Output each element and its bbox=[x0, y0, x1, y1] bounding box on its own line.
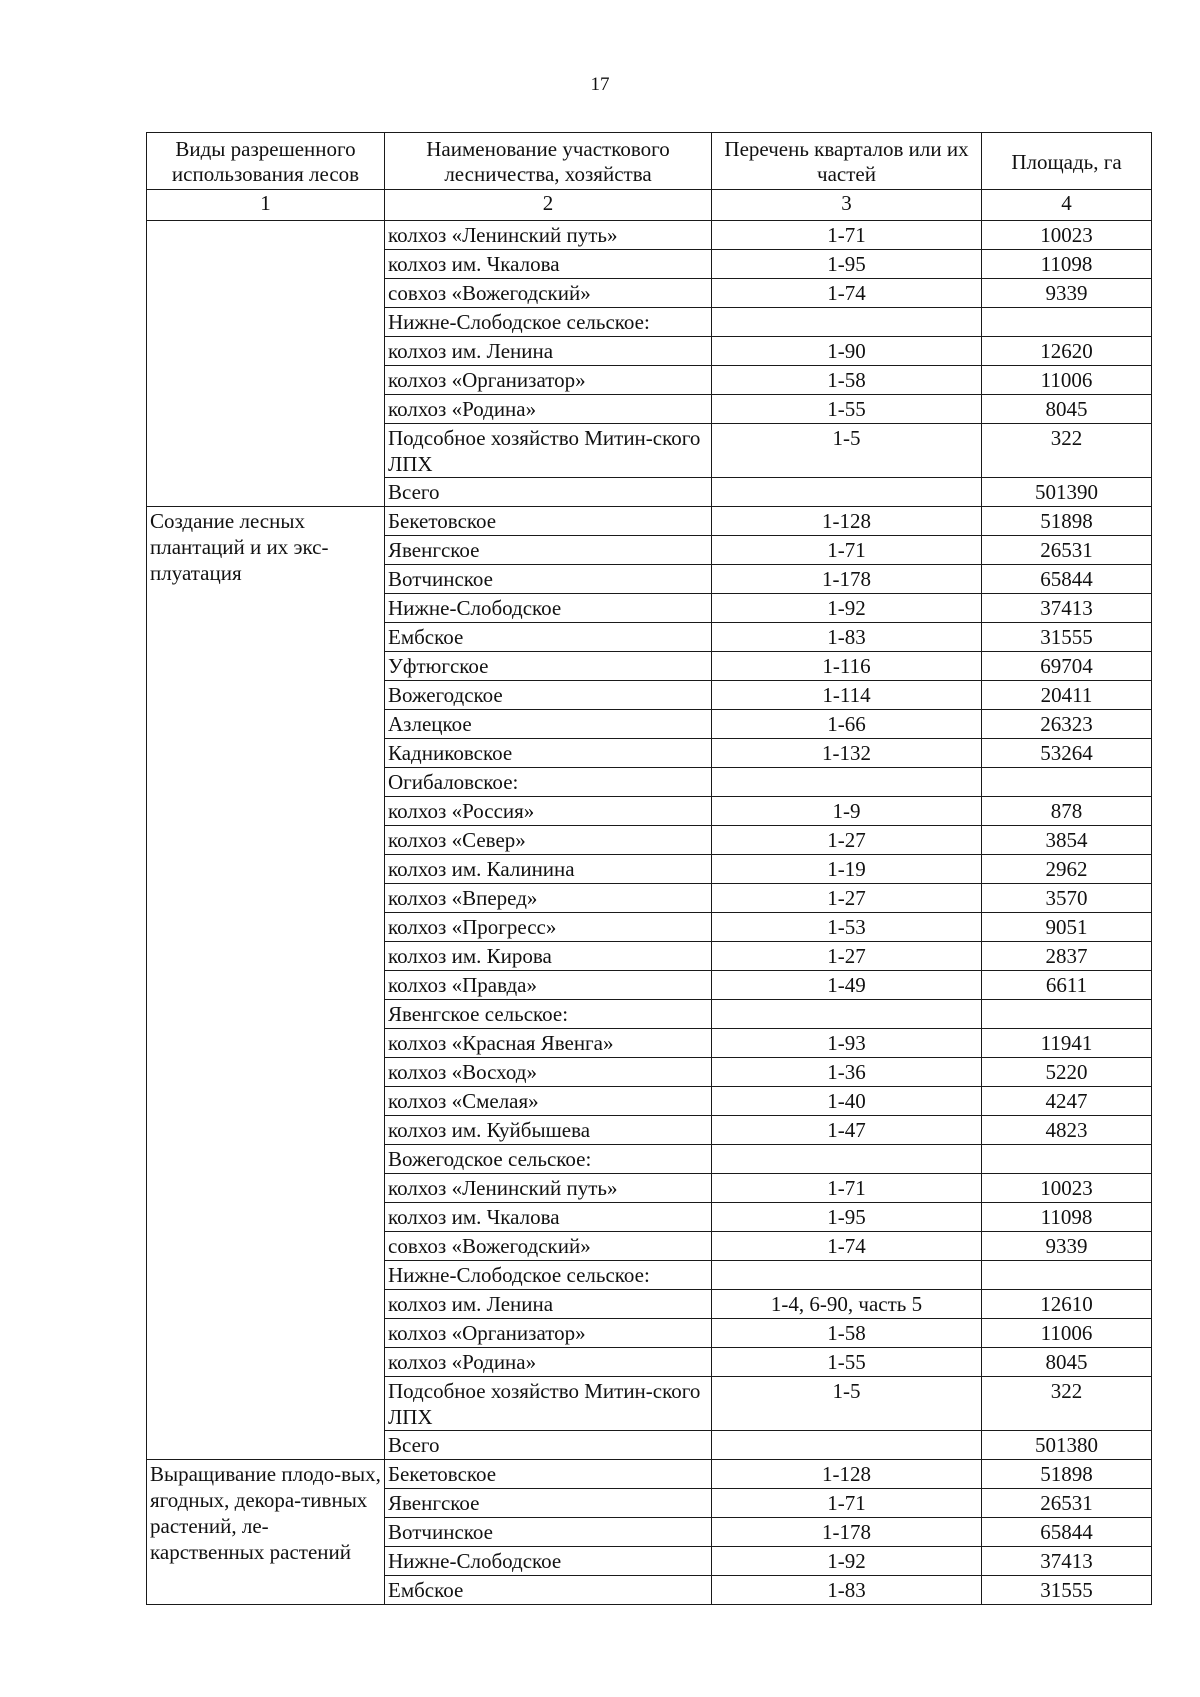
column-number: 1 bbox=[147, 190, 385, 221]
forestry-name-cell: колхоз «Организатор» bbox=[385, 1319, 712, 1348]
area-cell: 4823 bbox=[982, 1116, 1152, 1145]
forestry-name-cell: колхоз «Организатор» bbox=[385, 366, 712, 395]
quarters-cell: 1-40 bbox=[712, 1087, 982, 1116]
forestry-name-cell: Бекетовское bbox=[385, 507, 712, 536]
quarters-cell: 1-58 bbox=[712, 366, 982, 395]
table-body bbox=[147, 221, 1152, 1605]
area-cell: 6611 bbox=[982, 971, 1152, 1000]
area-cell: 69704 bbox=[982, 652, 1152, 681]
quarters-cell: 1-53 bbox=[712, 913, 982, 942]
quarters-cell: 1-95 bbox=[712, 250, 982, 279]
quarters-cell: 1-58 bbox=[712, 1319, 982, 1348]
quarters-cell: 1-178 bbox=[712, 1518, 982, 1547]
quarters-cell: 1-49 bbox=[712, 971, 982, 1000]
quarters-cell: 1-27 bbox=[712, 826, 982, 855]
quarters-cell: 1-178 bbox=[712, 565, 982, 594]
quarters-cell: 1-5 bbox=[712, 1377, 982, 1431]
forestry-name-cell: колхоз им. Калинина bbox=[385, 855, 712, 884]
area-cell bbox=[982, 1261, 1152, 1290]
area-cell: 501380 bbox=[982, 1431, 1152, 1460]
header-usage-type: Виды разрешенного использования лесов bbox=[147, 133, 385, 190]
forestry-name-cell: колхоз «Вперед» bbox=[385, 884, 712, 913]
quarters-cell bbox=[712, 1000, 982, 1029]
area-cell: 26323 bbox=[982, 710, 1152, 739]
quarters-cell: 1-66 bbox=[712, 710, 982, 739]
forestry-name-cell: Уфтюгское bbox=[385, 652, 712, 681]
quarters-cell: 1-83 bbox=[712, 623, 982, 652]
area-cell: 26531 bbox=[982, 536, 1152, 565]
table-row bbox=[147, 221, 1152, 250]
forestry-name-cell: Нижне-Слободское bbox=[385, 594, 712, 623]
forestry-name-cell: совхоз «Вожегодский» bbox=[385, 1232, 712, 1261]
quarters-cell: 1-132 bbox=[712, 739, 982, 768]
forestry-name-cell: колхоз им. Чкалова bbox=[385, 250, 712, 279]
forestry-name-cell: колхоз «Север» bbox=[385, 826, 712, 855]
forestry-name-cell: колхоз им. Чкалова bbox=[385, 1203, 712, 1232]
quarters-cell: 1-71 bbox=[712, 536, 982, 565]
area-cell: 53264 bbox=[982, 739, 1152, 768]
header-forestry-name: Наименование участкового лесничества, хозяйства bbox=[385, 133, 712, 190]
forestry-name-cell: Явенгское bbox=[385, 536, 712, 565]
area-cell: 20411 bbox=[982, 681, 1152, 710]
forestry-name-cell: Азлецкое bbox=[385, 710, 712, 739]
forestry-name-cell: Вожегодское сельское: bbox=[385, 1145, 712, 1174]
forestry-name-cell: Ембское bbox=[385, 1576, 712, 1605]
area-cell: 26531 bbox=[982, 1489, 1152, 1518]
area-cell: 8045 bbox=[982, 395, 1152, 424]
forestry-name-cell: Всего bbox=[385, 1431, 712, 1460]
forestry-name-cell: Бекетовское bbox=[385, 1460, 712, 1489]
forestry-name-cell: Нижне-Слободское сельское: bbox=[385, 308, 712, 337]
quarters-cell: 1-27 bbox=[712, 884, 982, 913]
area-cell: 31555 bbox=[982, 623, 1152, 652]
area-cell: 878 bbox=[982, 797, 1152, 826]
area-cell: 2962 bbox=[982, 855, 1152, 884]
quarters-cell: 1-92 bbox=[712, 1547, 982, 1576]
quarters-cell: 1-55 bbox=[712, 1348, 982, 1377]
quarters-cell: 1-74 bbox=[712, 1232, 982, 1261]
quarters-cell: 1-128 bbox=[712, 507, 982, 536]
area-cell: 37413 bbox=[982, 594, 1152, 623]
usage-type-cell bbox=[147, 221, 385, 507]
quarters-cell bbox=[712, 308, 982, 337]
forestry-name-cell: Огибаловское: bbox=[385, 768, 712, 797]
quarters-cell: 1-5 bbox=[712, 424, 982, 478]
quarters-cell: 1-36 bbox=[712, 1058, 982, 1087]
area-cell: 5220 bbox=[982, 1058, 1152, 1087]
quarters-cell: 1-47 bbox=[712, 1116, 982, 1145]
quarters-cell: 1-74 bbox=[712, 279, 982, 308]
area-cell: 10023 bbox=[982, 221, 1152, 250]
forestry-name-cell: колхоз «Ленинский путь» bbox=[385, 1174, 712, 1203]
forestry-name-cell: колхоз «Правда» bbox=[385, 971, 712, 1000]
forestry-name-cell: Вотчинское bbox=[385, 565, 712, 594]
area-cell: 31555 bbox=[982, 1576, 1152, 1605]
forestry-name-cell: Вотчинское bbox=[385, 1518, 712, 1547]
forestry-name-cell: Подсобное хозяйство Митин-ского ЛПХ bbox=[385, 424, 712, 478]
area-cell: 11098 bbox=[982, 250, 1152, 279]
quarters-cell: 1-128 bbox=[712, 1460, 982, 1489]
area-cell: 9339 bbox=[982, 1232, 1152, 1261]
forestry-name-cell: колхоз им. Ленина bbox=[385, 337, 712, 366]
page-number: 17 bbox=[590, 74, 610, 95]
forestry-name-cell: колхоз «Красная Явенга» bbox=[385, 1029, 712, 1058]
forestry-name-cell: Явенгское bbox=[385, 1489, 712, 1518]
forestry-name-cell: Подсобное хозяйство Митин-ского ЛПХ bbox=[385, 1377, 712, 1431]
quarters-cell: 1-83 bbox=[712, 1576, 982, 1605]
forest-use-table bbox=[146, 132, 1152, 1605]
forestry-name-cell: колхоз им. Ленина bbox=[385, 1290, 712, 1319]
header-quarters-list: Перечень кварталов или их частей bbox=[712, 133, 982, 190]
area-cell: 3854 bbox=[982, 826, 1152, 855]
area-cell: 65844 bbox=[982, 565, 1152, 594]
quarters-cell: 1-19 bbox=[712, 855, 982, 884]
forestry-name-cell: Нижне-Слободское сельское: bbox=[385, 1261, 712, 1290]
area-cell: 8045 bbox=[982, 1348, 1152, 1377]
area-cell: 11006 bbox=[982, 366, 1152, 395]
quarters-cell: 1-27 bbox=[712, 942, 982, 971]
quarters-cell: 1-71 bbox=[712, 1174, 982, 1203]
quarters-cell: 1-4, 6-90, часть 5 bbox=[712, 1290, 982, 1319]
area-cell bbox=[982, 1000, 1152, 1029]
forestry-name-cell: колхоз «Прогресс» bbox=[385, 913, 712, 942]
column-number-row bbox=[147, 190, 1152, 221]
area-cell: 501390 bbox=[982, 478, 1152, 507]
forestry-name-cell: Всего bbox=[385, 478, 712, 507]
forestry-name-cell: колхоз «Родина» bbox=[385, 395, 712, 424]
forestry-name-cell: совхоз «Вожегодский» bbox=[385, 279, 712, 308]
forestry-name-cell: колхоз им. Куйбышева bbox=[385, 1116, 712, 1145]
quarters-cell bbox=[712, 1261, 982, 1290]
area-cell: 2837 bbox=[982, 942, 1152, 971]
quarters-cell bbox=[712, 1431, 982, 1460]
quarters-cell: 1-55 bbox=[712, 395, 982, 424]
forestry-name-cell: Вожегодское bbox=[385, 681, 712, 710]
quarters-cell: 1-9 bbox=[712, 797, 982, 826]
quarters-cell bbox=[712, 1145, 982, 1174]
column-number: 3 bbox=[712, 190, 982, 221]
forestry-name-cell: Нижне-Слободское bbox=[385, 1547, 712, 1576]
area-cell: 51898 bbox=[982, 1460, 1152, 1489]
area-cell: 11006 bbox=[982, 1319, 1152, 1348]
quarters-cell bbox=[712, 768, 982, 797]
usage-type-cell: Создание лесных плантаций и их экс-плуатация bbox=[147, 507, 385, 1460]
table-row bbox=[147, 507, 1152, 536]
forestry-name-cell: колхоз «Ленинский путь» bbox=[385, 221, 712, 250]
forestry-name-cell: колхоз им. Кирова bbox=[385, 942, 712, 971]
area-cell bbox=[982, 1145, 1152, 1174]
header-area: Площадь, га bbox=[982, 133, 1152, 190]
quarters-cell: 1-95 bbox=[712, 1203, 982, 1232]
quarters-cell: 1-92 bbox=[712, 594, 982, 623]
column-number: 4 bbox=[982, 190, 1152, 221]
forestry-name-cell: колхоз «Смелая» bbox=[385, 1087, 712, 1116]
quarters-cell: 1-116 bbox=[712, 652, 982, 681]
quarters-cell: 1-71 bbox=[712, 1489, 982, 1518]
forestry-name-cell: колхоз «Восход» bbox=[385, 1058, 712, 1087]
area-cell: 322 bbox=[982, 424, 1152, 478]
area-cell: 9339 bbox=[982, 279, 1152, 308]
forestry-name-cell: Кадниковское bbox=[385, 739, 712, 768]
area-cell: 10023 bbox=[982, 1174, 1152, 1203]
area-cell: 37413 bbox=[982, 1547, 1152, 1576]
quarters-cell: 1-93 bbox=[712, 1029, 982, 1058]
area-cell: 12620 bbox=[982, 337, 1152, 366]
header-row bbox=[147, 133, 1152, 190]
area-cell: 3570 bbox=[982, 884, 1152, 913]
forestry-name-cell: Ембское bbox=[385, 623, 712, 652]
area-cell: 51898 bbox=[982, 507, 1152, 536]
area-cell: 12610 bbox=[982, 1290, 1152, 1319]
quarters-cell: 1-90 bbox=[712, 337, 982, 366]
table-row bbox=[147, 1460, 1152, 1489]
usage-type-cell: Выращивание плодо-вых, ягодных, декора-тивных растений, ле-карственных растений bbox=[147, 1460, 385, 1605]
forestry-name-cell: колхоз «Россия» bbox=[385, 797, 712, 826]
quarters-cell: 1-71 bbox=[712, 221, 982, 250]
column-number: 2 bbox=[385, 190, 712, 221]
area-cell: 4247 bbox=[982, 1087, 1152, 1116]
area-cell: 322 bbox=[982, 1377, 1152, 1431]
quarters-cell bbox=[712, 478, 982, 507]
area-cell: 65844 bbox=[982, 1518, 1152, 1547]
area-cell bbox=[982, 308, 1152, 337]
area-cell bbox=[982, 768, 1152, 797]
forestry-name-cell: колхоз «Родина» bbox=[385, 1348, 712, 1377]
area-cell: 9051 bbox=[982, 913, 1152, 942]
quarters-cell: 1-114 bbox=[712, 681, 982, 710]
area-cell: 11098 bbox=[982, 1203, 1152, 1232]
forestry-name-cell: Явенгское сельское: bbox=[385, 1000, 712, 1029]
area-cell: 11941 bbox=[982, 1029, 1152, 1058]
